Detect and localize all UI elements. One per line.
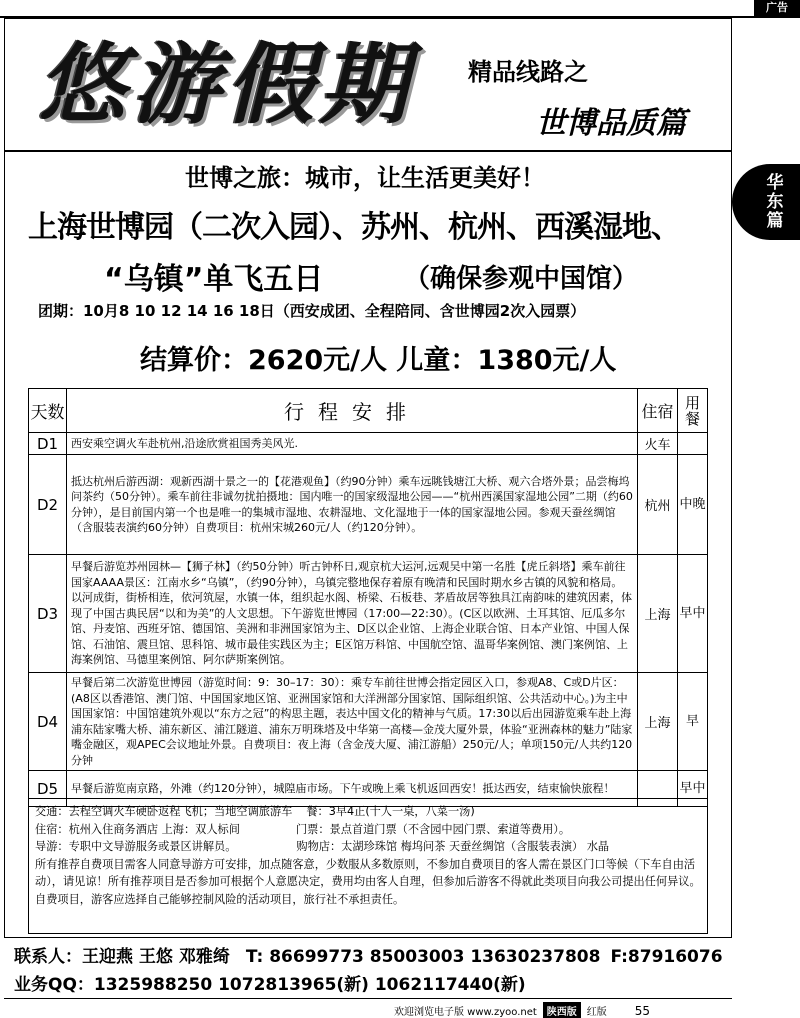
service-notes: [28, 798, 708, 934]
row-day: D4: [29, 673, 67, 771]
note-tickets: 门票：景点首道门票（不含园中园门票、索道等费用）。: [295, 822, 571, 836]
contact-fax: F:87916076: [610, 947, 723, 967]
footer-site[interactable]: 欢迎浏览电子版 www.zyoo.net: [394, 1007, 537, 1018]
contact-qq: 业务QQ：1325988250 1072813965(新) 1062117440(新): [14, 975, 526, 995]
notes-row-2: [35, 821, 701, 839]
row-meal: 中晚: [678, 455, 708, 555]
contact-divider: [4, 998, 732, 999]
contact-people: 联系人：王迎燕 王悠 邓雅绮: [14, 947, 230, 967]
tour-dates: 团期：10月8 10 12 14 16 18日（西安成团、全程陪同、含世博园2次入园票）: [38, 302, 586, 320]
note-meals: 餐：3早4正(十人一桌，八菜一汤): [306, 805, 475, 818]
tagline-1: 精品线路之: [468, 58, 588, 86]
side-tab-char-3: 篇: [766, 211, 784, 231]
header-divider: [4, 150, 732, 152]
table-row: [29, 555, 708, 673]
row-stay: 杭州: [638, 455, 678, 555]
row-stay: 上海: [638, 673, 678, 771]
footer-color: 红版: [586, 1007, 607, 1018]
side-tab-char-1: 华: [766, 173, 784, 193]
row-desc: 早餐后第二次游览世博园（游览时间：9：30–17：30）：乘专车前往世博会指定园区入口，参观A8、C或D片区：(A8区以香港馆、澳门馆、中国国家地区馆、亚洲国家馆和大洋洲部分国家馆、国际组织馆、公共活动中心。)为主中国国家馆：中国馆建筑外观以“东方之冠”的构思主题，表达中国文化的精神与气质。17:30以后出园游览乘车赴上海浦东陆家嘴大桥、浦东新区、浦江隧道、浦东万明珠塔及中华第一高楼—金茂大厦外景，体验“亚洲森林的魅力”陆家嘴金融区，观APEC会议地址外景。自费项目：夜上海（含金茂大厦、浦江游船）250元/人；单项150元/人共约120分钟: [67, 673, 638, 771]
note-guide: 导游：专职中文导游服务或景区讲解员。: [35, 840, 237, 853]
side-tab-char-2: 东: [766, 192, 784, 212]
row-desc: 早餐后游览南京路，外滩（约120分钟），城隍庙市场。下午或晚上乘飞机返回西安！抵达西安，结束愉快旅程！: [67, 771, 638, 807]
table-row: [29, 433, 708, 455]
header-day: 天数: [29, 389, 67, 433]
row-meal: 早中: [678, 555, 708, 673]
row-meal: 早: [678, 673, 708, 771]
note-lodging: 住宿：杭州入住商务酒店 上海：双人标间: [35, 822, 240, 836]
row-desc: 西安乘空调火车赴杭州,沿途欣赏祖国秀美风光.: [67, 433, 638, 455]
row-day: D5: [29, 771, 67, 807]
note-transport: 交通：去程空调火车硬卧返程飞机；当地空调旅游车: [35, 805, 293, 818]
price-line: 结算价：2620元/人 儿童：1380元/人: [140, 345, 617, 376]
footer-edition: 陕西版: [543, 1002, 581, 1018]
header-stay: 住宿: [638, 389, 678, 433]
contact-tel: T: 86699773 85003003 13630237808: [245, 947, 601, 967]
itinerary-header-row: [29, 389, 708, 433]
contact-line-1: [14, 942, 723, 967]
row-meal: [678, 433, 708, 455]
table-row: [29, 673, 708, 771]
row-meal: 早中: [678, 771, 708, 807]
itinerary-table: [28, 388, 708, 807]
route-title-note: （确保参观中国馆）: [404, 264, 639, 294]
tagline-2: 世博品质篇: [536, 106, 686, 141]
notes-row-1: [35, 803, 701, 821]
row-stay: 火车: [638, 433, 678, 455]
ad-tag: 广告: [754, 0, 800, 16]
region-side-tab: [732, 164, 800, 240]
header-meal: 用餐: [678, 389, 708, 433]
row-desc: 早餐后游览苏州园林—【狮子林】（约50分钟）听古钟杯日,观京杭大运河,远观吴中第一名胜【虎丘斜塔】乘车前往国家AAAA景区：江南水乡“乌镇”，（约90分钟），乌镇完整地保存着原有晚清和民国时期水乡古镇的风貌和格局。以河成街，街桥相连，依河筑屋，水镇一体，组织起水阁、桥梁、石板巷、茅盾故居等独具江南韵味的建筑因素，体现了中国古典民居“以和为美”的人文思想。下午游览世博园（17:00—22:30）。(C区以欧洲、土耳其馆、厄瓜多尔馆、丹麦馆、西班牙馆、德国馆、美洲和非洲国家馆为主、D区以企业馆、上海企业联合馆、日本产业馆、中国人保馆、石油馆、震旦馆、思科馆、城市最佳实践区为主；E区馆万科馆、中国航空馆、温哥华案例馆、澳门案例馆、上海案例馆、马德里案例馆、阿尔萨斯案例馆。: [67, 555, 638, 673]
brand-logo: 悠游假期: [38, 32, 415, 136]
slogan: 世博之旅：城市，让生活更美好！: [185, 164, 545, 192]
page-number: 55: [634, 1003, 651, 1018]
row-day: D1: [29, 433, 67, 455]
header-plan: 行程安排: [67, 389, 638, 433]
route-title-line-2: “乌镇”单飞五日: [104, 262, 324, 297]
route-title-line-1: 上海世博园（二次入园）、苏州、杭州、西溪湿地、: [28, 210, 680, 245]
notes-row-3: [35, 838, 701, 856]
note-disclaimer: 所有推荐自费项目需客人同意导游方可安排，加点随客意，少数服从多数原则，不参加自费项目的客人需在景区门口等候（下车自由活动），请见谅！所有推荐项目是否参加可根据个人意愿决定，费用均由客人自理，但参加后游客不得就此类项目向我公司提出任何异议。自费项目，游客应选择自己能够控制风险的活动项目，旅行社不承担责任。: [35, 857, 701, 906]
row-stay: 上海: [638, 555, 678, 673]
note-shopping: 购物店：太湖珍珠馆 梅坞问茶 天蚕丝绸馆（含服装表演） 水晶: [296, 840, 610, 853]
row-day: D3: [29, 555, 67, 673]
footer: [394, 1002, 650, 1018]
row-desc: 抵达杭州后游西湖：观新西湖十景之一的【花港观鱼】（约90分钟）乘车远眺钱塘江大桥、观六合塔外景；品尝梅坞问茶约（50分钟）。乘车前往非诚勿扰拍摄地：国内唯一的国家级湿地公园——“杭州西溪国家湿地公园”二期（约60分钟），是目前国内第一个也是唯一的集城市湿地、农耕湿地、文化湿地于一体的国家湿地公园。参观天蚕丝绸馆（含服装表演约60分钟）自费项目：杭州宋城260元/人（约120分钟）。: [67, 455, 638, 555]
row-day: D2: [29, 455, 67, 555]
table-row: [29, 455, 708, 555]
